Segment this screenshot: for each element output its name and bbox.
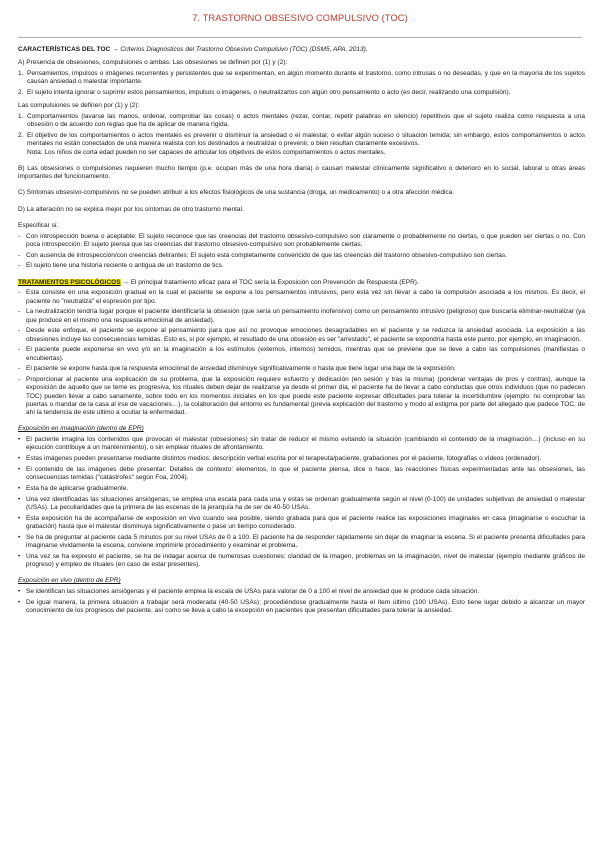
bullet: • <box>18 455 21 462</box>
bullet: - <box>18 289 21 297</box>
specify-text: Con introspección buena o aceptable: El sujeto reconoce que las creencias del trastorno obsesivo-compulsivo son claramente o probablemente no ciertas, o que pueden ser ciertas o no. Con poca introspección: El sujeto piensa que las creencias del trastorno obsesivo-compulsivo son probablemente ciertas. <box>26 232 585 248</box>
bullet: • <box>18 465 21 473</box>
bullet: • <box>18 436 21 443</box>
imaginal-item <box>18 485 585 493</box>
specify-label: Especificar si: <box>18 221 59 229</box>
bullet: • <box>18 533 21 541</box>
in-vivo-text: Se identifican las situaciones ansiógenas y el paciente emplea la escala de USAs para valorar de 0 a 100 el nivel de ansiedad que le produce cada situación. <box>26 587 480 595</box>
bullet: - <box>18 346 21 354</box>
specify-text: El sujeto tiene una historia reciente o antigua de un trastorno de tics. <box>26 262 224 270</box>
imaginal-item <box>18 534 585 551</box>
compulsion-text: El objetivo de los comportamientos o actos mentales es prevenir o disminuir la ansiedad o el malestar, o evitar algún suceso o situación temida; sin embargo, estos comportamientos o actos mentales no están conectados de una manera realista con los destinados a neutralizar o prevenir, o bien resultan claramente excesivos. <box>27 132 585 148</box>
imaginal-item <box>18 466 585 483</box>
compulsion-text: Comportamientos (lavarse las manos, ordenar, comprobar las cosas) o actos mentales (rezar, contar, repetir palabras en silencio) repetitivos que el sujeto realiza como respuesta a una obsesión o de acuerdo con reglas que ha de aplicar de manera rígida. <box>27 113 585 129</box>
treatment-text: El paciente puede exponerse en vivo y/o en la imaginación a los estímulos (externos, internos) temidos, mientras que se previene que se lleve a cabo las compulsiones (manifiestas o encubiertas). <box>26 346 585 362</box>
specify-item <box>18 262 585 270</box>
obsession-text: Pensamientos, impulsos o imágenes recurrentes y persistentes que se experimentan, en algún momento durante el trastorno, como intrusas o no deseadas, y que en la mayoría de los sujetos causan ansiedad o malestar importante. <box>27 70 585 86</box>
imaginal-text: Esta exposición ha de acompañarse de exposición en vivo cuando sea posible, siendo grabada para que el paciente realice las exposiciones imaginales en casa (imaginarse o escuchar la grabación) hasta que el malestar disminuya significativamente o pase un tiempo considerado. <box>26 514 585 530</box>
bullet: - <box>18 365 21 373</box>
document-body <box>18 46 585 615</box>
imaginal-text: Se ha de preguntar al paciente cada 5 minutos por su nivel USAs de 0 a 100. El paciente ha de responder rápidamente sin dejar de imaginar la escena. Si el paciente presenta dificultades para imaginarse vividamente la escena, conviene imprimirle procedimiento y examinar el problema. <box>26 533 585 549</box>
specify-text: Con ausencia de introspección/con creencias delirantes: El sujeto está completamente convencido de que las creencias del trastorno obsesivo-compulsivo son ciertas. <box>26 251 507 259</box>
imaginal-text: Una vez identificadas las situaciones ansiógenas, se emplea una escala para cada una y estas se ordenan gradualmente según el nivel (0-100) de unidades subjetivas de ansiedad o malestar (USAs). La peculiaridades que la primera de las escenas de la jerarquía ha de ser de 40-50 USAs. <box>26 495 585 511</box>
treatment-item <box>18 308 585 325</box>
arrow: → <box>110 46 121 53</box>
obsession-text: El sujeto intenta ignorar o suprimir estos pensamientos, impulsos o imágenes, o neutralizarlos con algún otro pensamiento o acto (es decir, realizando una compulsión). <box>27 89 511 96</box>
bullet: • <box>18 484 21 492</box>
in-vivo-item <box>18 588 585 596</box>
in-vivo-item <box>18 599 585 616</box>
treatment-text: Esta consiste en una exposición gradual en la cual el paciente se expone a los pensamientos intrusivos, pero esta vez sin llevar a cabo la compulsión asociada a los mismos. Es decir, el paciente no "neutraliza" el espresión por tipo. <box>26 289 585 305</box>
compulsions-intro: Las compulsiones se definen por (1) y (2): <box>18 102 140 110</box>
criterion-d: D) La alteración no se explica mejor por los síntomas de otro trastorno mental. <box>18 205 244 213</box>
criterion-c: C) Síntomas obsesivo-compulsivos no se pueden atribuir a los efectos fisiológicos de una sustancia (droga, un medicamento) o a otra afección médica. <box>18 189 455 197</box>
characteristics-heading <box>18 46 585 54</box>
bullet: • <box>18 587 21 595</box>
bullet: - <box>18 308 21 316</box>
obsession-item <box>18 70 585 87</box>
treatment-item <box>18 327 585 344</box>
treatment-text: El paciente se expone hasta que la respuesta emocional de ansiedad disminuye significativamente o hasta que tiene lugar una baja de la exposición. <box>26 365 456 373</box>
title-divider <box>18 37 582 38</box>
in-vivo-heading: Exposición en vivo (dentro de EPR) <box>18 577 121 584</box>
imaginal-text: Estas imágenes pueden presentarse mediante distintos medios: descripción verbal escrita por el terapeuta/paciente, grabaciones por el paciente, fotografías o vídeos (ordenador). <box>26 455 542 462</box>
imaginal-heading: Exposición en imaginación (dentro de EPR) <box>18 425 144 433</box>
treatment-item <box>18 346 585 363</box>
compulsion-number: 1. <box>18 113 24 120</box>
criterion-a: A) Presencia de obsesiones, compulsiones o ambas: Las obsesiones se definen por (1) y (2): <box>18 59 288 67</box>
bullet: • <box>18 598 21 606</box>
treatment-item <box>18 289 585 306</box>
imaginal-text: Una vez se ha expresto el paciente, se ha de indagar acerca de numerosas cuestiones: claridad de la imagen, problemas en la imaginación, nivel de malestar (ejemplo mediante gráficos de progreso) y empleo de rituales (en caso de estar presentes). <box>26 552 585 568</box>
obsession-number: 1. <box>18 70 24 77</box>
treatment-text: La neutralización tendría lugar porque el paciente identificaría la obsesión (que sería un pensamiento inofensivo) como un pensamiento intrusivo (peligroso) que buscaría eliminar-neutralizar (ya que produce en el mismo una respuesta emocional de ansiedad). <box>26 308 585 324</box>
treatment-item <box>18 376 585 417</box>
bullet: • <box>18 514 21 522</box>
compulsion-note: Nota: Los niños de corta edad pueden no ser capaces de articular los objetivos de estos comportamientos o actos mentales. <box>27 148 386 156</box>
compulsion-item <box>18 132 585 149</box>
in-vivo-text: De igual manera, la primera situación a trabajar será moderada (40-50 USAs); procediéndose gradualmente hasta el ítem último (100 USAs). Esto tiene lugar debido a alcanzar un mayor conocimiento de los progresos del paciente, así como se lleva a cabo la excepción en pacientes que presentan dificultades para tolerar la ansiedad. <box>26 598 585 614</box>
treatment-text: Proporcionar al paciente una explicación de su problema, que la exposición requiere esfuerzo y dedicación (en sesión y tras la misma) (ponderar ventajas de pros y contras), aunque la exposición de aquello que se teme es progresiva, los rituales deben dejar de realizarse ya desde el primer día, el paciente ha de llevar a cabo conductas que otros individuos (que no padecen TOC) pueden llevar a cabo sanamente, sobre todo en los momentos iniciales en los que puede este paciente expresar dificultades para tolerar la incertidumbre (ejemplo: no comprobar las puertas o mandar de la casa al irse de vacaciones…), la colaboración del entorno es fundamental (previa explicación del trastorno y modo al estigma por parte del allegado que padece TOC, de ahí la tendencia de este último a ocultar la enfermedad. <box>26 376 585 416</box>
imaginal-item <box>18 455 585 463</box>
imaginal-item <box>18 436 585 453</box>
treatment-item <box>18 365 585 373</box>
characteristics-label: CARACTERÍSTICAS DEL TOC <box>18 46 111 53</box>
imaginal-item <box>18 496 585 513</box>
bullet: - <box>18 327 21 335</box>
bullet: - <box>18 251 21 259</box>
imaginal-text: El contenido de las imágenes debe presentar: Detalles de contexto: elementos, lo que el paciente piensa, dice o hace, las reacciones físicas experimentadas ante las obsesiones, las consecuencias temidas ("catástrofes" según Foa, 2004). <box>26 465 585 481</box>
dsm-source: Criterios Diagnósticos del Trastorno Obsesivo Compulsivo (TOC) (DSM5, APA, 2013). <box>120 46 368 53</box>
imaginal-text: Esta ha de aplicarse gradualmente. <box>26 484 129 492</box>
treatments-label: TRATAMIENTOS PSICOLÓGICOS <box>18 278 121 286</box>
bullet: - <box>18 232 21 240</box>
specify-item <box>18 233 585 250</box>
bullet: - <box>18 262 21 270</box>
imaginal-item <box>18 515 585 532</box>
bullet: • <box>18 552 21 560</box>
criterion-b: B) Las obsesiones o compulsiones requieren mucho tiempo (p.e. ocupan más de una hora diaria) o causan malestar clínicamente significativo o deterioro en lo social, laboral u otras áreas importantes del funcionamiento. <box>18 164 585 180</box>
treatments-intro: El principal tratamiento eficaz para el TOC sería la Exposición con Prevención de Respuesta (EPR). <box>130 278 419 286</box>
page-title: 7. TRASTORNO OBSESIVO COMPULSIVO (TOC) <box>192 13 408 23</box>
specify-item <box>18 252 585 260</box>
imaginal-item <box>18 553 585 570</box>
arrow: → <box>120 278 131 286</box>
bullet: - <box>18 376 21 383</box>
obsession-number: 2. <box>18 89 24 96</box>
compulsion-number: 2. <box>18 132 24 139</box>
compulsion-item <box>18 113 585 130</box>
bullet: • <box>18 495 21 503</box>
obsession-item <box>18 89 585 97</box>
treatments-heading <box>18 279 585 287</box>
imaginal-text: El paciente imagina los contenidos que provocan el malestar (obsesiones) sin tratar de reducir el mismo evitando la situación (cambiando el contenido de la imaginación…) (incluso en su ejecución contribuye a un mantenimiento), o sin emplear rituales de afrontamiento. <box>26 436 585 452</box>
treatment-text: Desde este enfoque, el paciente se expone al pensamiento para que así no provoque emociones desagradables en el paciente y se reduzca la ansiedad asociada. La exposición a las obsesiones incluye las consecuencias temidas. Esto es, si por ejemplo, el resultado de una obsesión es ser "arrestado", el paciente se expondría hasta este punto, por ejemplo, en imaginación. <box>26 327 585 343</box>
